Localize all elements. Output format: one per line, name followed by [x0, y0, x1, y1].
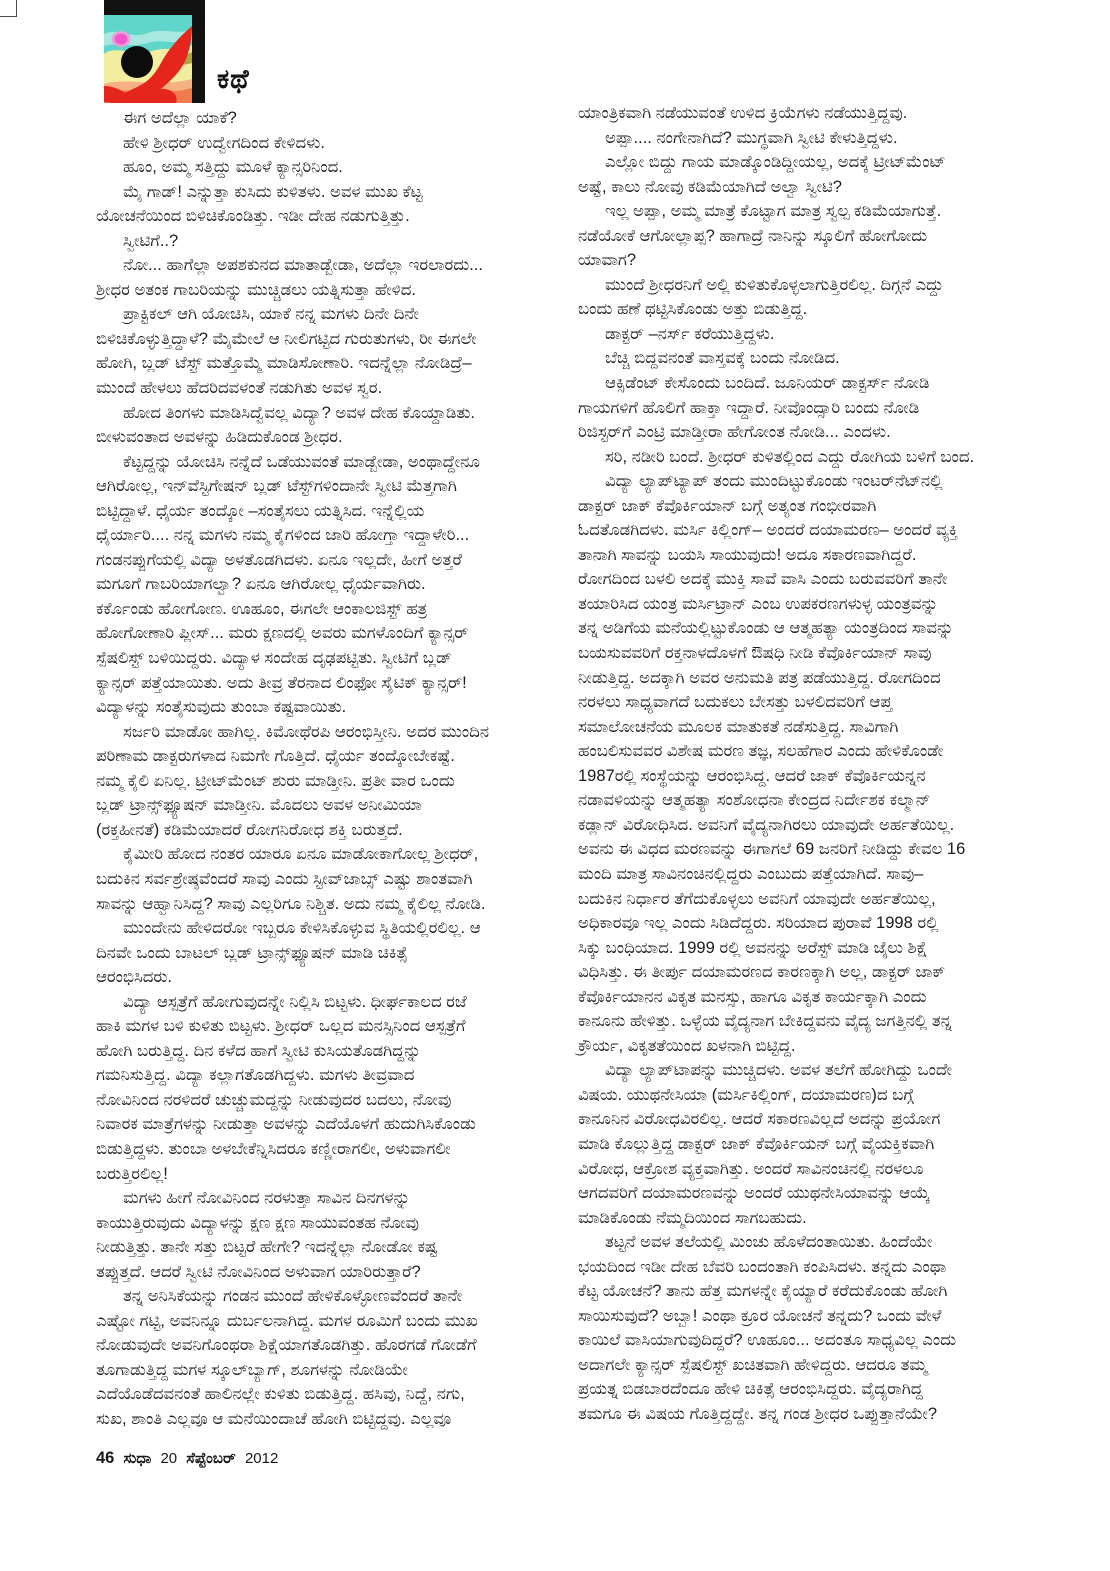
text-line: ಬಿಳಿಚಿಕೊಳ್ಳುತ್ತಿದ್ದಾಳೆ? ಮೈಮೇಲೆ ಆ ನೀಲಿಗಟ್ಟಿದ ಗುರುತುಗಳು, ರೀ ಈಗಲೇ — [96, 329, 477, 348]
text-line: ಸಿಕ್ಕು ಬಂಧಿಯಾದ. 1999 ರಲ್ಲಿ ಅವನನ್ನು ಅರೆಸ್ಟ್ ಮಾಡಿ ಜೈಲು ಶಿಕ್ಷೆ — [578, 938, 928, 957]
text-line: ಗಾಯಗಳಿಗೆ ಹೊಲಿಗೆ ಹಾಕ್ತಾ ಇದ್ದಾರೆ. ನೀವೊಂದ್ಸಾರಿ ಬಂದು ನೋಡಿ — [578, 398, 920, 417]
issue-year: 2012 — [244, 1450, 279, 1467]
text-line: ಕಾಯುತ್ತಿರುವುದು ವಿದ್ಯಾಳನ್ನು ಕ್ಷಣ ಕ್ಷಣ ಸಾಯುವಂತಹ ನೋವು — [96, 1213, 420, 1232]
text-line: ವಿಷಯ. ಯುಥನೇಸಿಯಾ (ಮರ್ಸಿಕಿಲ್ಲಿಂಗ್, ದಯಾಮರಣ)ದ ಬಗ್ಗೆ — [578, 1085, 914, 1104]
text-line: (ರಕ್ತಹೀನತೆ) ಕಡಿಮೆಯಾದರೆ ರೋಗನಿರೋಧ ಶಕ್ತಿ ಬರುತ್ತದೆ. — [96, 820, 403, 839]
text-line: ಬರುತ್ತಿರಲಿಲ್ಲ! — [96, 1164, 168, 1183]
text-line: ಹೋಗಿ ಬರುತ್ತಿದ್ದ. ದಿನ ಕಳೆದ ಹಾಗೆ ಸ್ವೀಟಿ ಕುಸಿಯತೊಡಗಿದ್ದನ್ನು — [96, 1041, 421, 1060]
text-line: ಮಾಡಿಕೊಂಡು ನೆಮ್ಮದಿಯಿಂದ ಸಾಗಬಹುದು. — [578, 1208, 807, 1227]
text-line: ಕಾನೂನಿನ ವಿರೋಧವಿರಲಿಲ್ಲ. ಆದರೆ ಸಕಾರಣವಿಲ್ಲದೆ ಅದನ್ನು ಪ್ರಯೋಗ — [578, 1110, 941, 1129]
text-line: ಕೆವೊರ್ಕಿಯಾನನ ವಿಕೃತ ಮನಸ್ಸು, ಹಾಗೂ ವಿಕೃತ ಕಾರ್ಯಕ್ಕಾಗಿ ಎಂದು — [578, 987, 927, 1006]
text-line: ನೋಡುವುದೇ ಅವನಿಗೊಂಥರಾ ಶಿಕ್ಷೆಯಾಗತೊಡಗಿತ್ತು. ಹೊರಗಡೆ ಗೋಡೆಗೆ — [96, 1336, 477, 1355]
text-line: ತನ್ನ ಅನಿಸಿಕೆಯನ್ನು ಗಂಡನ ಮುಂದೆ ಹೇಳಿಕೊಳ್ಳೋಣವೆಂದರೆ ತಾನೇ — [123, 1287, 463, 1306]
text-line: ಅದಾಗಲೇ ಕ್ಯಾನ್ಸರ್ ಸ್ಪೆಷಲಿಸ್ಟ್ ಖಚಿತವಾಗಿ ಹೇಳಿದ್ದರು. ಆದರೂ ತಮ್ಮ — [578, 1355, 928, 1374]
text-line: ಮುಂದೆ ಹೇಳಲು ಹೆದರಿದವಳಂತೆ ನಡುಗಿತು ಅವಳ ಸ್ವರ. — [96, 379, 383, 398]
text-line: ಪ್ರಯತ್ನ ಬಿಡಬಾರದೆಂದೂ ಹೇಳಿ ಚಿಕಿತ್ಸೆ ಆರಂಭಿಸಿದ್ದರು. ವೈದ್ಯರಾಗಿದ್ದ — [578, 1380, 923, 1399]
text-line: ಬದುಕಿನ ಸರ್ವಶ್ರೇಷ್ಠವೆಂದರೆ ಸಾವು ಎಂದು ಸ್ಟೀವ್‌ಜಾಬ್ಸ್ ಎಷ್ಟು ಶಾಂತವಾಗಿ — [96, 869, 473, 888]
text-line: ಹೇಳಿ ಶ್ರೀಧರ್ ಉದ್ವೇಗದಿಂದ ಕೇಳಿದಳು. — [123, 133, 325, 152]
text-line: ಮಗಳು ಹೀಗೆ ನೋವಿನಿಂದ ನರಳುತ್ತಾ ಸಾವಿನ ದಿನಗಳನ್ನು — [123, 1189, 411, 1208]
text-line: ನೋ... ಹಾಗೆಲ್ಲಾ ಅಪಶಕುನದ ಮಾತಾಡ್ಬೇಡಾ, ಅದೆಲ್ಲಾ ಇರಲಾರದು... — [123, 256, 483, 275]
text-line: ವಿಧಿಸಿತ್ತು. ಈ ತೀರ್ಪು ದಯಾಮರಣದ ಕಾರಣಕ್ಕಾಗಿ ಅಲ್ಲ, ಡಾಕ್ಟರ್ ಜಾಕ್ — [578, 963, 946, 982]
text-line: ತಾನಾಗಿ ಸಾವನ್ನು ಬಯಸಿ ಸಾಯುವುದು! ಅದೂ ಸಕಾರಣವಾಗಿದ್ದರೆ. — [578, 545, 917, 564]
text-line: ವಿದ್ಯಾ ಆಸ್ಪತ್ರೆಗೆ ಹೋಗುವುದನ್ನೇ ನಿಲ್ಲಿಸಿ ಬಿಟ್ಟಳು. ಧೀರ್ಘಕಾಲದ ರಜೆ — [123, 992, 467, 1011]
text-line: ಬೀಳುವಂತಾದ ಅವಳನ್ನು ಹಿಡಿದುಕೊಂಡ ಶ್ರೀಧರ. — [96, 428, 343, 447]
text-line: ಅಧಿಕಾರವೂ ಇಲ್ಲ ಎಂದು ಸಿಡಿದೆದ್ದರು. ಸರಿಯಾದ ಪುರಾವೆ 1998 ರಲ್ಲಿ — [578, 914, 939, 933]
text-line: ವಿರೋಧ, ಆಕ್ರೋಶ ವ್ಯಕ್ತವಾಗಿತ್ತು. ಅಂದರೆ ಸಾವಿನಂಚಿನಲ್ಲಿ ನರಳಲೂ — [578, 1159, 924, 1178]
text-line: ಕಡ್ಲಾನ್ ವಿರೋಧಿಸಿದ. ಅವನಿಗೆ ವೈದ್ಯನಾಗಿರಲು ಯಾವುದೇ ಅರ್ಹತೆಯಿಲ್ಲ. — [578, 815, 955, 834]
text-line: ಕ್ರೌರ್ಯ, ವಿಕೃತತೆಯಿಂದ ಖಳನಾಗಿ ಬಿಟ್ಟಿದ್ದ. — [578, 1036, 796, 1055]
text-line: ಕ್ಯಾನ್ಸರ್ ಪತ್ತೆಯಾಯಿತು. ಅದು ತೀವ್ರ ತೆರನಾದ ಲಿಂಫೋ ಸೈಟಿಕ್ ಕ್ಯಾನ್ಸರ್! — [96, 673, 467, 692]
text-line: ಕೈಮೀರಿ ಹೋದ ನಂತರ ಯಾರೂ ಏನೂ ಮಾಡೋಕಾಗೋಲ್ಲ ಶ್ರೀಧರ್, — [123, 845, 479, 864]
text-line: ಸ್ವೀಟಿಗೆ..? — [123, 231, 179, 250]
page-number: 46 — [96, 1449, 115, 1467]
section-title: ಕಥೆ — [217, 64, 250, 94]
text-line: ಅವನು ಈ ವಿಧದ ಮರಣವನ್ನು ಈಗಾಗಲೆ 69 ಜನರಿಗೆ ನೀಡಿದ್ದು ಕೇವಲ 16 — [578, 840, 966, 859]
text-line: ಶ್ರೀಧರ ಅತಂಕ ಗಾಬರಿಯನ್ನು ಮುಚ್ಚಿಡಲು ಯತ್ನಿಸುತ್ತಾ ಹೇಳಿದ. — [96, 280, 416, 299]
text-line: ಡಾಕ್ಟರ್ –ನರ್ಸ್ ಕರೆಯುತ್ತಿದ್ದಳು. — [605, 324, 775, 343]
text-line: ಹೋದ ತಿಂಗಳು ಮಾಡಿಸಿದ್ವೆವಲ್ಲ ವಿದ್ಯಾ? ಅವಳ ದೇಹ ಕೊಯ್ದಾಡಿತು. — [123, 403, 476, 422]
text-line: ನೋವಿನಿಂದ ನರಳಿದರೆ ಚುಚ್ಚುಮದ್ದನ್ನು ನೀಡುವುದರ ಬದಲು, ನೋವು — [96, 1090, 452, 1109]
magazine-name: ಸುಧಾ — [123, 1450, 152, 1467]
text-line: ಮುಂದೇನು ಹೇಳಿದರೋ ಇಬ್ಬರೂ ಕೇಳಿಸಿಕೊಳ್ಳುವ ಸ್ಥಿತಿಯಲ್ಲಿರಲಿಲ್ಲ. ಆ — [123, 919, 481, 938]
text-line: ಆಗಿರೋಲ್ಲ, ಇನ್‌ವೆಸ್ಟಿಗೇಷನ್ ಬ್ಲಡ್ ಟೆಸ್ಟ್‌ಗಳಿಂದಾನೇ ಸ್ವೀಟಿ ಮೆತ್ತಗಾಗಿ — [96, 477, 457, 496]
article-column-left — [96, 106, 548, 1432]
text-line: ಸಾವನ್ನು ಆಹ್ವಾನಿಸಿದ್ದ? ಸಾವು ಎಲ್ಲರಿಗೂ ನಿಶ್ಚಿತ. ಅದು ನಮ್ಮ ಕೈಲಿಲ್ಲ ನೋಡಿ. — [96, 894, 486, 913]
text-line: ಹಾಕಿ ಮಗಳ ಬಳಿ ಕುಳಿತು ಬಿಟ್ಟಳು. ಶ್ರೀಧರ್ ಒಲ್ಲದ ಮನಸ್ಸಿನಿಂದ ಆಸ್ಪತ್ರೆಗೆ — [96, 1017, 466, 1036]
crop-mark — [0, 0, 17, 17]
text-line: ಕೆಟ್ಟದ್ದನ್ನು ಯೋಚಿಸಿ ನನ್ನೆದೆ ಒಡೆಯುವಂತೆ ಮಾಡ್ಬೇಡಾ, ಅಂಥಾದ್ದೇನೂ — [123, 452, 480, 471]
text-line: ನರಳಲು ಸಾಧ್ಯವಾಗದೆ ಬದುಕಲು ಬೇಸತ್ತು ಬಳಲಿದವರಿಗೆ ಆಪ್ತ — [578, 693, 893, 712]
text-line: ಎಲ್ಲೋ ಬಿದ್ದು ಗಾಯ ಮಾಡ್ಕೊಂಡಿದ್ದೀಯಲ್ಲ, ಅದಕ್ಕೆ ಟ್ರೀಟ್‌ಮೆಂಟ್ — [605, 153, 946, 172]
text-line: ತೂಗಾಡುತ್ತಿದ್ದ ಮಗಳ ಸ್ಕೂಲ್‌ಬ್ಯಾಗ್, ಶೂಗಳನ್ನು ನೋಡಿಯೇ — [96, 1360, 408, 1379]
text-line: ಧೈರ್ಯಾರಿ.... ನನ್ನ ಮಗಳು ನಮ್ಮ ಕೈಗಳಿಂದ ಜಾರಿ ಹೋಗ್ತಾ ಇದ್ದಾಳೇರಿ... — [96, 526, 470, 545]
text-line: ತಪ್ಪುತ್ತದೆ. ಆದರೆ ಸ್ವೀಟಿ ನೋವಿನಿಂದ ಅಳುವಾಗ ಯಾರಿರುತ್ತಾರೆ? — [96, 1262, 421, 1281]
text-line: ನೀಡುತ್ತಿತ್ತು. ತಾನೇ ಸತ್ತು ಬಿಟ್ಟರೆ ಹೇಗೇ? ಇದನ್ನೆಲ್ಲಾ ನೋಡೋ ಕಷ್ಟ — [96, 1238, 438, 1257]
text-line: ಹೋಗಿ, ಬ್ಲಡ್ ಟೆಸ್ಟ್ ಮತ್ತೊಮ್ಮೆ ಮಾಡಿಸೋಣಾರಿ. ಇದನ್ನೆಲ್ಲಾ ನೋಡಿದ್ರೆ– — [96, 354, 472, 373]
text-line: ವಿದ್ಯಾಳನ್ನು ಸಂತೈಸುವುದು ತುಂಬಾ ಕಷ್ಟವಾಯಿತು. — [96, 698, 347, 717]
text-line: ಅಪ್ಪಾ.... ನಂಗೇನಾಗಿದೆ? ಮುಗ್ಧವಾಗಿ ಸ್ವೀಟಿ ಕೇಳುತ್ತಿದ್ದಳು. — [605, 128, 898, 147]
text-line: ಹಂಬಲಿಸುವವರ ವಿಶೇಷ ಮರಣ ತಜ್ಞ, ಸಲಹೆಗಾರ ಎಂದು ಹೇಳಿಕೊಂಡೇ — [578, 742, 944, 761]
text-line: ಸಾಯಿಸುವುದೆ? ಅಬ್ಬಾ! ಎಂಥಾ ಕ್ರೂರ ಯೋಚನೆ ತನ್ನದು? ಒಂದು ವೇಳೆ — [578, 1306, 942, 1325]
text-line: ನಡೆಯೋಕೆ ಆಗೋಲ್ಲಾಪ್ಪ? ಹಾಗಾದ್ರೆ ನಾನಿನ್ನು ಸ್ಕೂಲಿಗೆ ಹೋಗೋದು — [578, 226, 928, 245]
text-line: ಆರಂಭಿಸಿದರು. — [96, 968, 172, 987]
text-line: ಅಷ್ಟೆ, ಕಾಲು ನೋವು ಕಡಿಮೆಯಾಗಿದೆ ಅಲ್ವಾ ಸ್ವೀಟಿ? — [578, 177, 842, 196]
text-line: ಓದತೊಡಗಿದಳು. ಮರ್ಸಿ ಕಿಲ್ಲಿಂಗ್– ಅಂದರೆ ದಯಾಮರಣ– ಅಂದರೆ ವ್ಯಕ್ತಿ — [578, 521, 959, 540]
text-line: ಹೋಗೋಣಾರಿ ಪ್ಲೀಸ್... ಮರು ಕ್ಷಣದಲ್ಲಿ ಅವರು ಮಗಳೊಂದಿಗೆ ಕ್ಯಾನ್ಸರ್ — [96, 624, 469, 643]
text-line: ಎಷ್ಟೋ ಗಟ್ಟಿ, ಅವನಿನ್ನೂ ದುರ್ಬಲನಾಗಿದ್ದ. ಮಗಳ ರೂಮಿಗೆ ಬಂದು ಮುಖ — [96, 1311, 478, 1330]
text-line: ತನ್ನ ಅಡಿಗೆಯ ಮನೆಯಲ್ಲಿಟ್ಟುಕೊಂಡು ಆ ಆತ್ಮಹತ್ಯಾ ಯಂತ್ರದಿಂದ ಸಾವನ್ನು — [578, 619, 954, 638]
text-line: ನಮ್ಮ ಕೈಲಿ ಏನಿಲ್ಲ. ಟ್ರೀಟ್‌ಮೆಂಟ್ ಶುರು ಮಾಡ್ತೀನಿ. ಪ್ರತೀ ವಾರ ಒಂದು — [96, 771, 455, 790]
page-footer — [96, 1449, 283, 1468]
text-line: ಆಕ್ಸಿಡೆಂಟ್ ಕೇಸೊಂದು ಬಂದಿದೆ. ಜೂನಿಯರ್ ಡಾಕ್ಟರ್ಸ್ ನೋಡಿ — [605, 374, 930, 393]
text-line: ಪ್ರಾಕ್ಟಿಕಲ್ ಆಗಿ ಯೋಚಿಸಿ, ಯಾಕೆ ನನ್ನ ಮಗಳು ದಿನೇ ದಿನೇ — [123, 305, 419, 324]
text-line: ಡಾಕ್ಟರ್ ಜಾಕ್ ಕೆವೊರ್ಕಿಯಾನ್ ಬಗ್ಗೆ ಅತ್ಯಂತ ಗಂಭೀರವಾಗಿ — [578, 496, 877, 515]
story-section-logo — [104, 0, 205, 103]
text-line: ಮಗೂಗೆ ಗಾಬರಿಯಾಗಲ್ವಾ? ಏನೂ ಆಗಿರೋಲ್ಲ ಧೈರ್ಯವಾಗಿರು. — [96, 575, 426, 594]
text-line: ಕಾನೂನು ಹೇಳಿತ್ತು. ಒಳ್ಳೆಯ ವೈದ್ಯನಾಗ ಬೇಕಿದ್ದವನು ವೈದ್ಯ ಜಗತ್ತಿನಲ್ಲಿ ತನ್ನ — [578, 1012, 952, 1031]
text-line: ಕಾಯಿಲೆ ವಾಸಿಯಾಗುವುದಿದ್ದರೆ? ಊಹೂಂ... ಅದಂತೂ ಸಾಧ್ಯವಿಲ್ಲ ಎಂದು — [578, 1331, 957, 1350]
text-line: ಯೋಚನೆಯಿಂದ ಬಿಳಿಚಿಕೊಂಡಿತ್ತು. ಇಡೀ ದೇಹ ನಡುಗುತ್ತಿತ್ತು. — [96, 207, 410, 226]
text-line: ನಡಾವಳಿಯನ್ನು ಆತ್ಮಹತ್ಯಾ ಸಂಶೋಧನಾ ಕೇಂದ್ರದ ನಿರ್ದೇಶಕ ಕಲ್ಮಾನ್ — [578, 791, 931, 810]
text-line: ಬಯಸುವವರಿಗೆ ರಕ್ತನಾಳದೊಳಗೆ ಔಷಧಿ ನೀಡಿ ಕೆವೊರ್ಕಿಯಾನ್ ಸಾವು — [578, 644, 932, 663]
text-line: ಯಾಂತ್ರಿಕವಾಗಿ ನಡೆಯುವಂತೆ ಉಳಿದ ಕ್ರಿಯೆಗಳು ನಡೆಯುತ್ತಿದ್ದವು. — [578, 104, 908, 122]
text-line: ಮುಂದೆ ಶ್ರೀಧರನಿಗೆ ಅಲ್ಲಿ ಕುಳಿತುಕೊಳ್ಳಲಾಗುತ್ತಿರಲಿಲ್ಲ. ದಿಗ್ಗನೆ ಎದ್ದು — [605, 275, 944, 294]
text-line: ಸಮಾಲೋಚನೆಯ ಮೂಲಕ ಮಾತುಕತೆ ನಡೆಸುತ್ತಿದ್ದ. ಸಾವಿಗಾಗಿ — [578, 717, 899, 736]
text-line: ಕೆಟ್ಟ ಯೋಚನೆ? ತಾನು ಹೆತ್ತ ಮಗಳನ್ನೇ ಕೈಯ್ಯಾರೆ ಕರೆದುಕೊಂಡು ಹೋಗಿ — [578, 1282, 948, 1301]
text-line: ನಿವಾರಕ ಮಾತ್ರೆಗಳನ್ನು ನೀಡುತ್ತಾ ಅವಳನ್ನು ಎದೆಯೊಳಗೆ ಹುದುಗಿಸಿಕೊಂಡು — [96, 1115, 476, 1134]
text-line: ಪರಿಣಾಮ ಡಾಕ್ಟರುಗಳಾದ ನಿಮಗೇ ಗೊತ್ತಿದೆ. ಧೈರ್ಯ ತಂದ್ಕೋಬೇಕಷ್ಟೆ. — [96, 747, 455, 766]
text-line: ಬಿಡುತ್ತಿದ್ದಳು. ತುಂಬಾ ಅಳಬೇಕೆನ್ನಿಸಿದರೂ ಕಣ್ಣೀರಾಗಲೀ, ಅಳುವಾಗಲೀ — [96, 1139, 451, 1158]
text-line: ಗಂಡನಪ್ಪುಗೆಯಲ್ಲಿ ವಿದ್ಯಾ ಅಳತೊಡಗಿದಳು. ಏನೂ ಇಲ್ಲದೇ, ಹೀಗೆ ಅತ್ತರೆ — [96, 550, 462, 569]
text-line: ಯಾವಾಗ? — [578, 251, 637, 270]
text-line: ರೋಗದಿಂದ ಬಳಲಿ ಅದಕ್ಕೆ ಮುಕ್ತಿ ಸಾವೆ ವಾಸಿ ಎಂದು ಬರುವವರಿಗೆ ತಾನೇ — [578, 570, 948, 589]
text-line: ಹೂಂ, ಅಮ್ಮ ಸತ್ತಿದ್ದು ಮೂಳೆ ಕ್ಯಾನ್ಸರಿನಿಂದ. — [123, 158, 343, 177]
issue-day: 20 — [160, 1450, 178, 1467]
text-line: ಗಮನಿಸುತ್ತಿದ್ದ. ವಿದ್ಯಾ ಕಲ್ಲಾಗತೊಡಗಿದ್ದಳು. ಮಗಳು ತೀವ್ರವಾದ — [96, 1066, 415, 1085]
text-line: ಎದೆಯೊಡೆದವನಂತೆ ಹಾಲಿನಲ್ಲೇ ಕುಳಿತು ಬಿಡುತ್ತಿದ್ದ. ಹಸಿವು, ನಿದ್ದೆ, ನಗು, — [96, 1385, 465, 1404]
text-line: ಸ್ಪೆಷಲಿಸ್ಟ್ ಬಳಿಯಿದ್ದರು. ವಿದ್ಯಾಳ ಸಂದೇಹ ದೃಢಪಟ್ಟಿತು. ಸ್ವೀಟಿಗೆ ಬ್ಲಡ್ — [96, 649, 452, 668]
text-line: ಇಲ್ಲ ಅಪ್ಪಾ, ಅಮ್ಮ ಮಾತ್ರೆ ಕೊಟ್ಟಾಗ ಮಾತ್ರ ಸ್ವಲ್ಪ ಕಡಿಮೆಯಾಗುತ್ತೆ. — [605, 202, 942, 221]
text-line: ತಮಗೂ ಈ ವಿಷಯ ಗೊತ್ತಿದ್ದದ್ದೇ. ತನ್ನ ಗಂಡ ಶ್ರೀಧರ ಒಪ್ಪುತ್ತಾನೆಯೇ? — [578, 1404, 938, 1423]
text-line: ದಿನವೇ ಒಂದು ಬಾಟಲ್ ಬ್ಲಡ್ ಟ್ರಾನ್ಸ್‌ಫ್ಯೂಷನ್ ಮಾಡಿ ಚಿಕಿತ್ಸೆ — [96, 943, 408, 962]
abstract-art-image — [104, 0, 205, 103]
text-line: ತಯಾರಿಸಿದ ಯಂತ್ರ ಮರ್ಸಿಟ್ರಾನ್ ಎಂಬ ಉಪಕರಣಗಳುಳ್ಳ ಯಂತ್ರವನ್ನು — [578, 594, 939, 613]
article-column-right — [578, 101, 1038, 1427]
text-line: ನೀಡುತ್ತಿದ್ದ. ಅದಕ್ಕಾಗಿ ಅವರ ಅನುಮತಿ ಪತ್ರ ಪಡೆಯುತ್ತಿದ್ದ. ರೋಗದಿಂದ — [578, 668, 941, 687]
text-line: ಈಗ ಅದೆಲ್ಲಾ ಯಾಕೆ? — [123, 109, 237, 127]
text-line: 1987ರಲ್ಲಿ ಸಂಸ್ಥೆಯನ್ನು ಆರಂಭಿಸಿದ್ದ. ಆದರೆ ಜಾಕ್ ಕೆವೊರ್ಕಿಯನ್ನನ — [578, 766, 926, 785]
text-line: ರಿಜಿಸ್ಟರ್‌ಗೆ ಎಂಟ್ರಿ ಮಾಡ್ತೀರಾ ಹೇಗೋಂತ ನೋಡಿ... ಎಂದಳು. — [578, 423, 891, 442]
text-line: ವಿದ್ಯಾ ಲ್ಯಾಪ್‌ಟಾಪನ್ನು ಮುಚ್ಚಿದಳು. ಅವಳ ತಲೆಗೆ ಹೋಗಿದ್ದು ಒಂದೇ — [605, 1061, 952, 1080]
text-line: ಸರ್ಜರಿ ಮಾಡೋ ಹಾಗಿಲ್ಲ. ಕಿಮೋಥೆರಪಿ ಆರಂಭಿಸ್ತೀನಿ. ಅದರ ಮುಂದಿನ — [123, 722, 490, 741]
text-line: ಬ್ಲಡ್ ಟ್ರಾನ್ಸ್‌ಫ್ಯೂಷನ್ ಮಾಡ್ತೀನಿ. ಮೊದಲು ಅವಳ ಅನೀಮಿಯಾ — [96, 796, 422, 815]
text-line: ಬಿಟ್ಟಿದ್ದಾಳೆ. ಧೈರ್ಯ ತಂದ್ಕೋ –ಸಂತೈಸಲು ಯತ್ನಿಸಿದ. ಇನ್ನೆಲ್ಲಿಯ — [96, 501, 425, 520]
text-line: ಬದುಕಿನ ನಿರ್ಧಾರ ತೆಗೆದುಕೊಳ್ಳಲು ಅವನಿಗೆ ಯಾವುದೇ ಅರ್ಹತೆಯಿಲ್ಲ, — [578, 889, 936, 908]
text-line: ಮೈ ಗಾಡ್! ಎನ್ನುತ್ತಾ ಕುಸಿದು ಕುಳಿತಳು. ಅವಳ ಮುಖ ಕೆಟ್ಟ — [123, 182, 423, 201]
issue-month: ಸೆಪ್ಟೆಂಬರ್ — [186, 1450, 236, 1467]
text-line: ಸರಿ, ನಡೀರಿ ಬಂದೆ. ಶ್ರೀಧರ್ ಕುಳಿತಲ್ಲಿಂದ ಎದ್ದು ರೋಗಿಯ ಬಳಿಗೆ ಬಂದ. — [605, 447, 975, 466]
text-line: ವಿದ್ಯಾ ಲ್ಯಾಪ್‌ಟ್ಯಾಪ್ ತಂದು ಮುಂದಿಟ್ಟುಕೊಂಡು ಇಂಟರ್‌ನೆಟ್‌ನಲ್ಲಿ — [605, 472, 943, 491]
text-line: ಮಂದಿ ಮಾತ್ರ ಸಾವಿನಂಚಿನಲ್ಲಿದ್ದರು ಎಂಬುದು ಪತ್ತೆಯಾಗಿದೆ. ಸಾವು– — [578, 864, 924, 883]
text-line: ಬಂದು ಹಣೆ ಥಟ್ಟಿಸಿಕೊಂಡು ಅತ್ತು ಬಿಡುತ್ತಿದ್ದ. — [578, 300, 808, 319]
text-line: ಸುಖ, ಶಾಂತಿ ಎಲ್ಲವೂ ಆ ಮನೆಯಿಂದಾಚೆ ಹೋಗಿ ಬಿಟ್ಟಿದ್ದವು. ಎಲ್ಲವೂ — [96, 1409, 452, 1428]
text-line: ಮಾಡಿ ಕೊಲ್ಲುತ್ತಿದ್ದ ಡಾಕ್ಟರ್ ಜಾಕ್ ಕೆವೊರ್ಕಿಯನ್ ಬಗ್ಗೆ ವೈಯಕ್ತಿಕವಾಗಿ — [578, 1134, 935, 1153]
text-line: ಬೆಚ್ಚಿ ಬಿದ್ದವನಂತೆ ವಾಸ್ತವಕ್ಕೆ ಬಂದು ನೋಡಿದ. — [605, 349, 840, 368]
text-line: ಕರ್ಕೊಂಡು ಹೋಗೋಣ. ಊಹೂಂ, ಈಗಲೇ ಆಂಕಾಲಜಿಸ್ಟ್ ಹತ್ರ — [96, 599, 428, 618]
text-line: ಭಯದಿಂದ ಇಡೀ ದೇಹ ಬೆವರಿ ಬಂದಂತಾಗಿ ಕಂಪಿಸಿದಳು. ತನ್ನದು ಎಂಥಾ — [578, 1257, 947, 1276]
text-line: ಆಗದವರಿಗೆ ದಯಾಮರಣವನ್ನು ಅಂದರೆ ಯುಥನೇಸಿಯಾವನ್ನು ಆಯ್ಕೆ — [578, 1184, 930, 1203]
text-line: ತಟ್ಟನೆ ಅವಳ ತಲೆಯಲ್ಲಿ ಮಿಂಚು ಹೊಳೆದಂತಾಯಿತು. ಹಿಂದೆಯೇ — [605, 1233, 933, 1252]
